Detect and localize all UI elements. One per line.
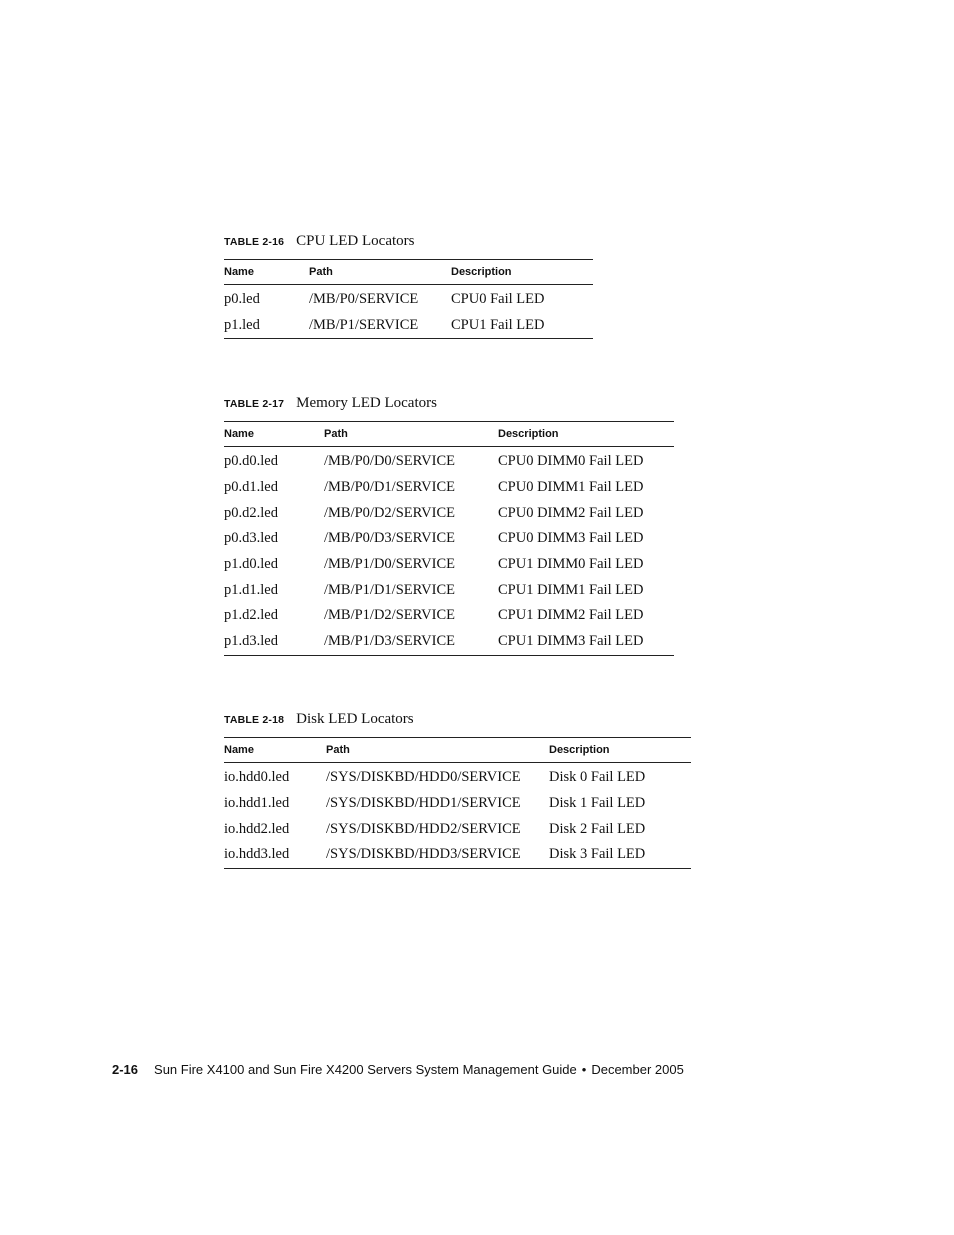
table-label: TABLE 2-17 <box>224 398 285 410</box>
document-date: December 2005 <box>591 1062 684 1077</box>
table-title: Memory LED Locators <box>296 395 437 411</box>
cell-path: /MB/P0/SERVICE <box>309 291 419 308</box>
table-row <box>224 475 674 501</box>
table-row <box>224 603 674 629</box>
cell-name: p0.d3.led <box>224 530 278 547</box>
cell-path: /MB/P0/D0/SERVICE <box>324 453 455 470</box>
cell-path: /SYS/DISKBD/HDD3/SERVICE <box>326 846 521 863</box>
table-row <box>224 791 691 817</box>
cell-description: CPU0 DIMM3 Fail LED <box>498 530 644 547</box>
cell-description: CPU0 DIMM1 Fail LED <box>498 479 644 496</box>
page-footer <box>112 1062 684 1077</box>
cell-name: io.hdd3.led <box>224 846 290 863</box>
table-title: Disk LED Locators <box>296 711 414 727</box>
footer-separator: • <box>581 1062 587 1077</box>
document-title: Sun Fire X4100 and Sun Fire X4200 Servers System Management Guide <box>154 1062 577 1077</box>
cell-description: Disk 2 Fail LED <box>549 820 646 837</box>
cell-path: /MB/P1/D1/SERVICE <box>324 581 455 598</box>
cell-path: /MB/P0/D1/SERVICE <box>324 479 455 496</box>
table-row <box>224 842 691 868</box>
table-row <box>224 763 691 791</box>
cell-path: /SYS/DISKBD/HDD1/SERVICE <box>326 795 521 812</box>
cell-description: CPU1 DIMM2 Fail LED <box>498 607 644 624</box>
table-row <box>224 577 674 603</box>
cell-description: CPU0 DIMM0 Fail LED <box>498 453 644 470</box>
table-label: TABLE 2-16 <box>224 236 285 248</box>
cell-description: CPU1 DIMM1 Fail LED <box>498 581 644 598</box>
column-header-description: Description <box>498 422 674 447</box>
cell-name: p0.d1.led <box>224 479 278 496</box>
table-row <box>224 500 674 526</box>
cell-description: CPU0 DIMM2 Fail LED <box>498 504 644 521</box>
cell-name: p1.d0.led <box>224 556 278 573</box>
cell-name: p1.d1.led <box>224 581 278 598</box>
table-row <box>224 526 674 552</box>
cell-description: CPU1 DIMM0 Fail LED <box>498 556 644 573</box>
table-row <box>224 552 674 578</box>
column-header-path: Path <box>326 738 549 763</box>
cell-name: p1.d2.led <box>224 607 278 624</box>
table-row <box>224 816 691 842</box>
cell-description: CPU0 Fail LED <box>451 291 545 308</box>
table-title: CPU LED Locators <box>296 233 415 249</box>
column-header-name: Name <box>224 422 324 447</box>
column-header-path: Path <box>324 422 498 447</box>
table-row <box>224 285 593 313</box>
cell-name: io.hdd1.led <box>224 795 290 812</box>
cell-name: p0.d2.led <box>224 504 278 521</box>
cell-path: /MB/P0/D2/SERVICE <box>324 504 455 521</box>
table-header-row <box>224 738 691 763</box>
column-header-description: Description <box>451 260 593 285</box>
cell-description: CPU1 Fail LED <box>451 317 545 334</box>
table-block-cpu-led <box>224 231 593 339</box>
cell-name: p1.d3.led <box>224 633 278 650</box>
table-label: TABLE 2-18 <box>224 714 285 726</box>
column-header-name: Name <box>224 260 309 285</box>
cell-path: /MB/P1/D2/SERVICE <box>324 607 455 624</box>
cell-name: p0.d0.led <box>224 453 278 470</box>
cell-name: io.hdd2.led <box>224 820 290 837</box>
table-caption <box>224 231 593 251</box>
memory-led-table <box>224 421 674 656</box>
column-header-path: Path <box>309 260 451 285</box>
column-header-description: Description <box>549 738 691 763</box>
cell-name: p0.led <box>224 291 260 308</box>
column-header-name: Name <box>224 738 326 763</box>
cell-path: /MB/P1/SERVICE <box>309 317 419 334</box>
cell-name: io.hdd0.led <box>224 769 290 786</box>
cell-description: Disk 1 Fail LED <box>549 795 646 812</box>
table-header-row <box>224 422 674 447</box>
table-header-row <box>224 260 593 285</box>
cell-path: /MB/P1/D3/SERVICE <box>324 633 455 650</box>
table-row <box>224 447 674 475</box>
cell-description: CPU1 DIMM3 Fail LED <box>498 633 644 650</box>
cell-path: /MB/P1/D0/SERVICE <box>324 556 455 573</box>
cell-path: /SYS/DISKBD/HDD0/SERVICE <box>326 769 521 786</box>
cell-description: Disk 3 Fail LED <box>549 846 646 863</box>
table-block-disk-led <box>224 709 691 869</box>
table-row <box>224 313 593 339</box>
cell-path: /MB/P0/D3/SERVICE <box>324 530 455 547</box>
cell-description: Disk 0 Fail LED <box>549 769 646 786</box>
table-caption <box>224 393 674 413</box>
cell-name: p1.led <box>224 317 260 334</box>
page-number: 2-16 <box>112 1062 139 1077</box>
cpu-led-table <box>224 259 593 339</box>
table-block-memory-led <box>224 393 674 656</box>
cell-path: /SYS/DISKBD/HDD2/SERVICE <box>326 820 521 837</box>
disk-led-table <box>224 737 691 869</box>
table-caption <box>224 709 691 729</box>
table-row <box>224 629 674 655</box>
